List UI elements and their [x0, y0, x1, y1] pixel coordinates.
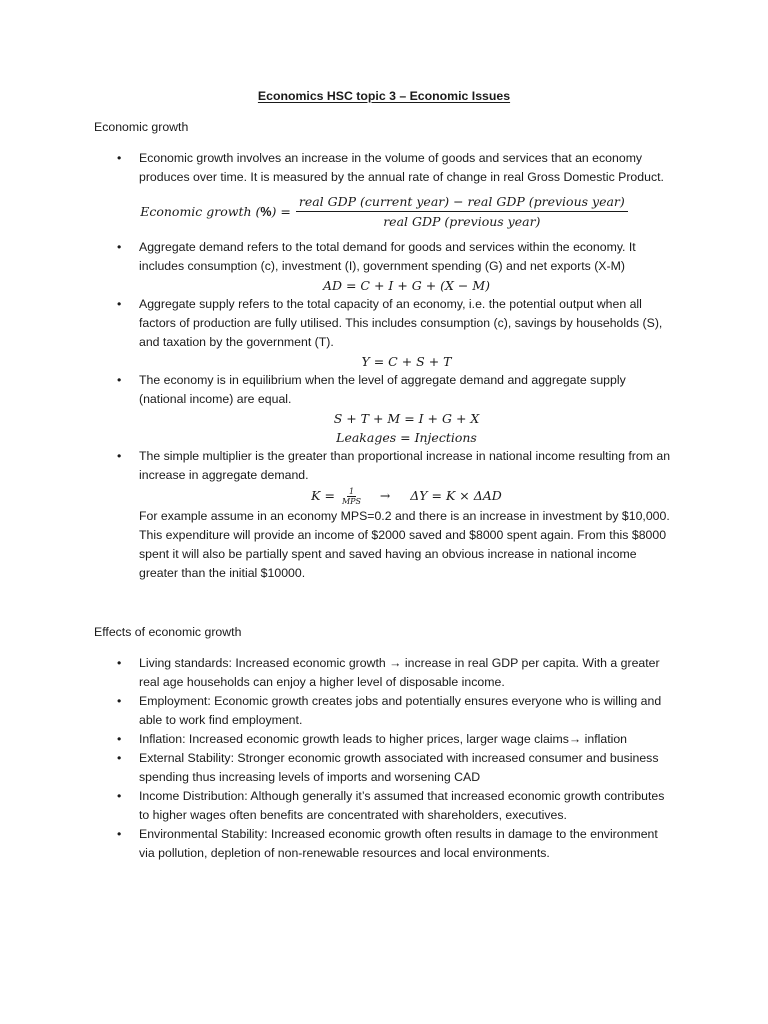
- bullet-icon: •: [117, 373, 122, 387]
- equilibrium-formula: S + T + M = I + G + X: [333, 411, 480, 426]
- growth-formula: [0, 193, 768, 230]
- bullet-icon: •: [117, 694, 122, 708]
- list-item-income-distribution: [0, 787, 768, 825]
- bullet-icon: •: [117, 151, 122, 165]
- bullet-text: Environmental Stability: Increased economic growth often results in damage to the environment via pollution, depletion of non-renewable resources and local environments.: [139, 827, 658, 860]
- bullet-icon: •: [117, 751, 122, 765]
- section-heading-economic-growth: Economic growth: [94, 120, 189, 134]
- list-item-multiplier: [0, 447, 768, 583]
- growth-formula-lhs: Economic growth (%) =: [140, 203, 291, 219]
- growth-formula-fraction: [296, 193, 628, 230]
- bullet-text: Employment: Economic growth creates jobs and potentially ensures everyone who is willing and able to work find employment.: [139, 694, 662, 727]
- multiplier-fraction: $\frac{1}{\text{MPS}}$: [341, 487, 362, 506]
- document-title: Economics HSC topic 3 – Economic Issues: [257, 89, 511, 103]
- bullet-icon: •: [117, 240, 122, 254]
- bullet-text: The simple multiplier is the greater than proportional increase in national income resulting from an increase in aggregate demand.: [139, 449, 671, 482]
- list-item-definition: [0, 149, 768, 187]
- bullet-icon: •: [117, 827, 122, 841]
- bullet-icon: •: [117, 297, 122, 311]
- growth-formula-denominator: real GDP (previous year): [383, 214, 541, 229]
- bullet-icon: •: [117, 656, 122, 670]
- ad-formula: AD = C + I + G + (X − M): [322, 278, 491, 293]
- y-formula: Y = C + S + T: [361, 354, 452, 369]
- bullet-icon: •: [117, 732, 122, 746]
- list-item-aggregate-supply: [0, 295, 768, 371]
- list-item-aggregate-demand: [0, 238, 768, 295]
- list-item-external-stability: [0, 749, 768, 787]
- economic-growth-list: [0, 149, 768, 583]
- bullet-text: Income Distribution: Although generally it’s assumed that increased economic growth contributes to higher wages often benefits are concentrated with shareholders, executives.: [139, 789, 665, 822]
- bullet-text: Aggregate demand refers to the total demand for goods and services within the economy. It includes consumption (c), investment (I), government spending (G) and net exports (X-M): [139, 240, 636, 273]
- growth-formula-numerator: real GDP (current year) − real GDP (previous year): [296, 193, 628, 212]
- list-item-inflation: [0, 730, 768, 749]
- list-item-living-standards: [0, 654, 768, 692]
- bullet-text: Aggregate supply refers to the total capacity of an economy, i.e. the potential output when all factors of production are fully utilised. This includes consumption (c), savings by households (S), and taxation by the government (T).: [139, 297, 663, 349]
- multiplier-formula: K = $\frac{1}{\text{MPS}}$ → ΔY = K × ΔAD: [311, 487, 502, 506]
- leakages-formula: Leakages = Injections: [336, 430, 477, 445]
- list-item-employment: [0, 692, 768, 730]
- bullet-icon: •: [117, 789, 122, 803]
- section-heading-effects: Effects of economic growth: [94, 625, 242, 639]
- multiplier-example: For example assume in an economy MPS=0.2 and there is an increase in investment by $10,000. This expenditure will provide an income of $2000 saved and $8000 spent again. From this $8000 spent it will also be partially spent and saved having an obvious increase in national income greater than the initial $10000.: [139, 509, 670, 580]
- list-item-environmental-stability: [0, 825, 768, 863]
- bullet-icon: •: [117, 449, 122, 463]
- list-item-equilibrium: [0, 371, 768, 447]
- bullet-text: The economy is in equilibrium when the level of aggregate demand and aggregate supply (national income) are equal.: [139, 373, 626, 406]
- bullet-text: Living standards: Increased economic growth → increase in real GDP per capita. With a greater real age households can enjoy a higher level of disposable income.: [139, 656, 660, 689]
- arrow-icon: →: [379, 488, 391, 503]
- effects-list: [0, 654, 768, 863]
- bullet-text: Economic growth involves an increase in the volume of goods and services that an economy produces over time. It is measured by the annual rate of change in real Gross Domestic Product.: [139, 151, 664, 184]
- bullet-text: Inflation: Increased economic growth leads to higher prices, larger wage claims→ inflation: [139, 732, 628, 746]
- bullet-text: External Stability: Stronger economic growth associated with increased consumer and business spending thus increasing levels of imports and worsening CAD: [139, 751, 659, 784]
